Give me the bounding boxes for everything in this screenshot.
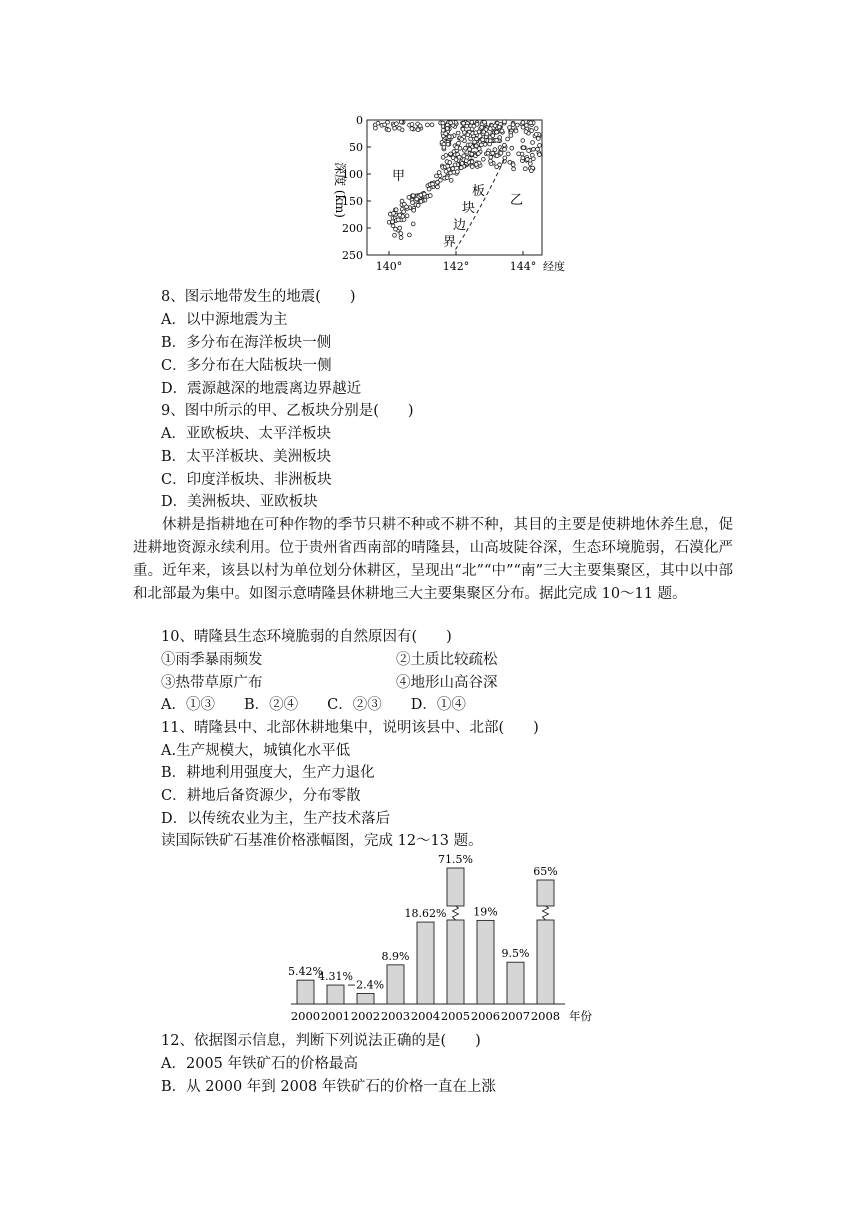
hypocenter-dot xyxy=(446,142,450,146)
hypocenter-dot xyxy=(402,210,406,214)
q9-option-d: D．美洲板块、亚欧板块 xyxy=(161,494,318,510)
hypocenter-dot xyxy=(457,141,461,145)
q8-option-b: B．多分布在海洋板块一侧 xyxy=(161,335,332,351)
bar-category-label: 2002 xyxy=(350,1009,381,1023)
hypocenter-dot xyxy=(410,127,414,131)
bar-2005-lower xyxy=(447,920,464,1004)
hypocenter-dot xyxy=(376,121,380,125)
hypocenter-dot xyxy=(491,151,495,155)
hypocenter-dot xyxy=(489,155,493,159)
hypocenter-dot xyxy=(391,220,395,224)
hypocenter-dot xyxy=(495,165,499,169)
hypocenter-dot xyxy=(503,156,507,160)
hypocenter-dot xyxy=(500,129,504,133)
hypocenter-dot xyxy=(383,123,387,127)
hypocenter-dot xyxy=(411,222,415,226)
hypocenter-dot xyxy=(446,164,450,168)
hypocenter-dot xyxy=(393,126,397,130)
hypocenter-dot xyxy=(392,212,396,216)
hypocenter-dot xyxy=(524,130,528,134)
hypocenter-dot xyxy=(451,167,455,171)
hypocenter-dot xyxy=(431,182,435,186)
hypocenter-dot xyxy=(419,193,423,197)
bar-value-label: 9.5% xyxy=(501,947,530,961)
bar-value-label: 5.42% xyxy=(288,965,323,979)
bar-2008-upper xyxy=(537,880,554,906)
svg-text:块: 块 xyxy=(462,201,476,216)
q10-item-1: ①雨季暴雨频发 xyxy=(161,652,263,668)
bar-category-label: 2004 xyxy=(410,1009,441,1023)
hypocenter-dot xyxy=(415,197,419,201)
hypocenter-dot xyxy=(536,137,540,141)
hypocenter-dot xyxy=(465,124,469,128)
hypocenter-dot xyxy=(474,144,478,148)
hypocenter-dot xyxy=(509,134,513,138)
bar-2008-lower xyxy=(537,920,554,1004)
x-tick-144: 144° xyxy=(509,260,537,273)
hypocenter-dot xyxy=(445,127,449,131)
q9-option-a: A．亚欧板块、太平洋板块 xyxy=(161,426,331,442)
hypocenter-dot xyxy=(481,138,485,142)
y-tick-0: 0 xyxy=(356,114,363,127)
bar-2000 xyxy=(297,980,314,1004)
hypocenter-dot xyxy=(534,133,538,137)
svg-text:界: 界 xyxy=(443,235,457,250)
hypocenter-dot xyxy=(459,166,463,170)
passage-fallow: 休耕是指耕地在可种作物的季节只耕不种或不耕不种，其目的主要是使耕地休养生息，促进耕地资源永续利用。位于贵州省西南部的晴隆县，山高坡陡谷深，生态环境脆弱，石漠化严重。近年来，该县以村为单位划分休耕区，呈现出“北”“中”“南”三大主要集聚区，其中以中部和北部最为集中。如图示意晴隆县休耕地三大主要集聚区分布。据此完成 10～11 题。 xyxy=(133,517,733,602)
hypocenter-dot xyxy=(398,213,402,217)
iron-ore-price-chart xyxy=(285,852,630,1024)
hypocenter-dot xyxy=(464,146,468,150)
hypocenter-dot xyxy=(506,137,510,141)
hypocenter-dot xyxy=(508,160,512,164)
hypocenter-dot xyxy=(416,128,420,132)
hypocenter-dot xyxy=(538,144,542,148)
hypocenter-dot xyxy=(488,127,492,131)
q10-item-4: ④地形山高谷深 xyxy=(396,675,498,691)
hypocenter-dot xyxy=(419,200,423,204)
plate-label-jia: 甲 xyxy=(392,169,406,184)
hypocenter-dot xyxy=(538,153,542,157)
axis-break-2008 xyxy=(543,906,549,920)
bar-value-label: 18.62% xyxy=(404,907,447,921)
hypocenter-dot xyxy=(456,170,460,174)
hypocenter-dot xyxy=(436,185,440,189)
hypocenter-dot xyxy=(517,152,521,156)
q8-stem: 8、图示地带发生的地震( ) xyxy=(161,289,356,305)
hypocenter-dot xyxy=(480,143,484,147)
bar-category-label: 2000 xyxy=(290,1009,321,1023)
hypocenter-dot xyxy=(525,158,529,162)
hypocenter-dot xyxy=(466,133,470,137)
hypocenter-dot xyxy=(503,148,507,152)
hypocenter-dot xyxy=(437,171,441,175)
hypocenter-dot xyxy=(488,139,492,143)
x-tick-142: 142° xyxy=(442,260,470,273)
hypocenter-dot xyxy=(477,152,481,156)
hypocenter-dot xyxy=(395,122,399,126)
x-tick-140: 140° xyxy=(375,260,403,273)
hypocenter-dot xyxy=(480,126,484,130)
hypocenter-dot xyxy=(461,127,465,131)
q9-stem: 9、图中所示的甲、乙板块分别是( ) xyxy=(161,403,414,419)
hypocenter-dot xyxy=(503,120,507,124)
hypocenter-dot xyxy=(387,128,391,132)
hypocenter-dot xyxy=(428,194,432,198)
hypocenter-dot xyxy=(447,135,451,139)
svg-text:板: 板 xyxy=(472,184,486,199)
hypocenter-dot xyxy=(470,120,474,124)
bar-value-label: 65% xyxy=(533,865,558,878)
hypocenter-dot xyxy=(405,214,409,218)
hypocenter-dot xyxy=(441,128,445,132)
plate-label-yi: 乙 xyxy=(510,193,524,208)
y-tick-200: 200 xyxy=(342,222,363,235)
y-tick-50: 50 xyxy=(349,141,363,154)
hypocenter-dot xyxy=(512,167,516,171)
q10-item-3: ③热带草原广布 xyxy=(161,675,263,691)
passage-iron-ore: 读国际铁矿石基准价格涨幅图，完成 12～13 题。 xyxy=(161,833,483,849)
q11-stem: 11、晴隆县中、北部休耕地集中，说明该县中、北部( ) xyxy=(161,720,539,736)
hypocenter-dot xyxy=(511,163,515,167)
hypocenter-dot xyxy=(506,152,510,156)
hypocenter-dot xyxy=(495,138,499,142)
earthquake-depth-figure xyxy=(322,112,582,278)
hypocenter-dot xyxy=(396,218,400,222)
hypocenter-dot xyxy=(460,138,464,142)
hypocenter-dot xyxy=(469,137,473,141)
bar-value-label: −2.4% xyxy=(346,978,385,992)
hypocenter-dot xyxy=(430,123,434,127)
hypocenter-dot xyxy=(499,151,503,155)
hypocenter-dot xyxy=(455,146,459,150)
hypocenter-dot xyxy=(448,161,452,165)
hypocenter-dot xyxy=(491,134,495,138)
hypocenter-dot xyxy=(486,151,490,155)
bar-category-label: 2003 xyxy=(380,1009,411,1023)
hypocenter-dot xyxy=(408,233,412,237)
hypocenter-dot xyxy=(521,121,525,125)
hypocenter-dot xyxy=(521,139,525,143)
q12-option-a: A．2005 年铁矿石的价格最高 xyxy=(161,1056,358,1072)
hypocenter-dot xyxy=(503,143,507,147)
hypocenter-dot xyxy=(462,121,466,125)
q9-option-c: C．印度洋板块、非洲板块 xyxy=(161,472,332,488)
hypocenter-dot xyxy=(441,121,445,125)
q8-option-c: C．多分布在大陆板块一侧 xyxy=(161,358,332,374)
hypocenter-dot xyxy=(462,154,466,158)
bar-category-label: 2006 xyxy=(470,1009,501,1023)
hypocenter-dot xyxy=(394,227,398,231)
q11-option-b: B．耕地利用强度大，生产力退化 xyxy=(161,765,375,781)
bar-2006 xyxy=(477,920,494,1004)
y-tick-150: 150 xyxy=(342,195,363,208)
hypocenter-dot xyxy=(521,156,525,160)
hypocenter-dot xyxy=(531,157,535,161)
hypocenter-dot xyxy=(399,232,403,236)
hypocenter-dot xyxy=(529,121,533,125)
hypocenter-dot xyxy=(470,152,474,156)
hypocenter-dot xyxy=(449,179,453,183)
figure1-x-unit: 经度 xyxy=(543,260,565,273)
bar-2005-upper xyxy=(447,868,464,906)
y-tick-250: 250 xyxy=(342,249,363,262)
figure1-x-ticks xyxy=(376,251,565,273)
q8-option-a: A．以中源地震为主 xyxy=(161,312,288,328)
hypocenter-dot xyxy=(445,176,449,180)
hypocenter-dot xyxy=(515,123,519,127)
bar-2003 xyxy=(387,965,404,1004)
plate-boundary-label xyxy=(443,183,485,250)
hypocenter-dot xyxy=(521,125,525,129)
hypocenter-dot xyxy=(510,146,514,150)
bar-value-label: 19% xyxy=(473,905,498,919)
hypocenter-dot xyxy=(435,174,439,178)
hypocenter-dot xyxy=(483,120,487,124)
hypocenter-dot xyxy=(394,208,398,212)
bar-category-label: 2007 xyxy=(500,1009,531,1023)
hypocenter-dot xyxy=(427,187,431,191)
hypocenter-dot xyxy=(497,125,501,129)
q11-option-c: C．耕地后备资源少，分布零散 xyxy=(161,788,361,804)
q11-option-a: A.生产规模大，城镇化水平低 xyxy=(161,743,351,759)
bar-2004 xyxy=(417,922,434,1004)
hypocenter-dot xyxy=(416,204,420,208)
hypocenter-dot xyxy=(536,147,540,151)
hypocenter-dot xyxy=(397,126,401,130)
bar-chart-x-unit: 年份 xyxy=(569,1009,592,1023)
hypocenter-dot xyxy=(470,165,474,169)
hypocenter-dot xyxy=(472,124,476,128)
q10-stem: 10、晴隆县生态环境脆弱的自然原因有( ) xyxy=(161,629,452,645)
hypocenter-dot xyxy=(460,162,464,166)
hypocenter-dot xyxy=(495,130,499,134)
hypocenter-dot xyxy=(493,148,497,152)
bar-value-label: 8.9% xyxy=(381,949,410,963)
bar-category-label: 2001 xyxy=(320,1009,351,1023)
hypocenter-dot xyxy=(529,169,533,173)
hypocenter-dot xyxy=(482,130,486,134)
hypocenter-dot xyxy=(493,124,497,128)
hypocenter-dot xyxy=(418,124,422,128)
q10-item-2: ②土质比较疏松 xyxy=(396,652,498,668)
svg-text:边: 边 xyxy=(453,218,467,233)
hypocenter-dot xyxy=(399,236,403,240)
hypocenter-dot xyxy=(449,121,453,125)
q8-option-d: D．震源越深的地震离边界越近 xyxy=(161,381,362,397)
figure1-y-label: 深度 (km) xyxy=(333,162,347,218)
bar-chart-bars xyxy=(288,853,560,1023)
bar-2007 xyxy=(507,962,524,1004)
hypocenter-dot xyxy=(436,180,440,184)
hypocenter-dot xyxy=(530,129,534,133)
hypocenter-dot xyxy=(393,233,397,237)
bar-category-label: 2005 xyxy=(440,1009,471,1023)
hypocenter-dot xyxy=(532,147,536,151)
hypocenter-dot xyxy=(411,194,415,198)
hypocenter-dot xyxy=(444,132,448,136)
bar-value-label: 4.31% xyxy=(318,970,353,984)
hypocenter-dot xyxy=(523,167,527,171)
hypocenter-dot xyxy=(374,126,378,130)
hypocenter-dot xyxy=(468,148,472,152)
hypocenter-dot xyxy=(399,120,403,124)
hypocenter-dot xyxy=(527,149,531,153)
hypocenter-dot xyxy=(405,205,409,209)
hypocenter-dot xyxy=(489,159,493,163)
bar-value-label: 71.5% xyxy=(438,853,473,866)
hypocenter-dot xyxy=(411,201,415,205)
hypocenter-dot xyxy=(426,123,430,127)
hypocenter-dot xyxy=(442,146,446,150)
hypocenter-dot xyxy=(456,131,460,135)
hypocenter-dot xyxy=(511,123,515,127)
bar-2001 xyxy=(327,985,344,1004)
hypocenter-dot xyxy=(475,137,479,141)
hypocenter-dot xyxy=(454,158,458,162)
hypocenter-dot xyxy=(400,199,404,203)
hypocenter-dot xyxy=(534,127,538,131)
bar-2002 xyxy=(357,993,374,1004)
hypocenter-dot xyxy=(412,208,416,212)
hypocenter-dot xyxy=(474,163,478,167)
hypocenter-dot xyxy=(410,123,414,127)
hypocenter-dot xyxy=(481,157,485,161)
hypocenter-dot xyxy=(449,152,453,156)
axis-break-2005 xyxy=(453,906,459,920)
q10-choices: A．①③ B．②④ C．②③ D．①④ xyxy=(161,697,466,713)
hypocenter-dot xyxy=(453,163,457,167)
hypocenter-dot xyxy=(514,129,518,133)
hypocenter-dot xyxy=(531,141,535,145)
q9-option-b: B．太平洋板块、美洲板块 xyxy=(161,449,332,465)
q11-option-d: D．以传统农业为主，生产技术落后 xyxy=(161,811,391,827)
q12-stem: 12、依据图示信息，判断下列说法正确的是( ) xyxy=(161,1033,481,1049)
hypocenter-dot xyxy=(522,146,526,150)
y-tick-100: 100 xyxy=(342,168,363,181)
hypocenter-dot xyxy=(474,131,478,135)
hypocenter-dot xyxy=(444,170,448,174)
bar-category-label: 2008 xyxy=(530,1009,561,1023)
hypocenter-dot xyxy=(464,159,468,163)
hypocenter-dot xyxy=(495,154,499,158)
hypocenter-dot xyxy=(398,226,402,230)
q12-option-b: B．从 2000 年到 2008 年铁矿石的价格一直在上涨 xyxy=(161,1079,496,1095)
hypocenter-dot xyxy=(441,156,445,160)
